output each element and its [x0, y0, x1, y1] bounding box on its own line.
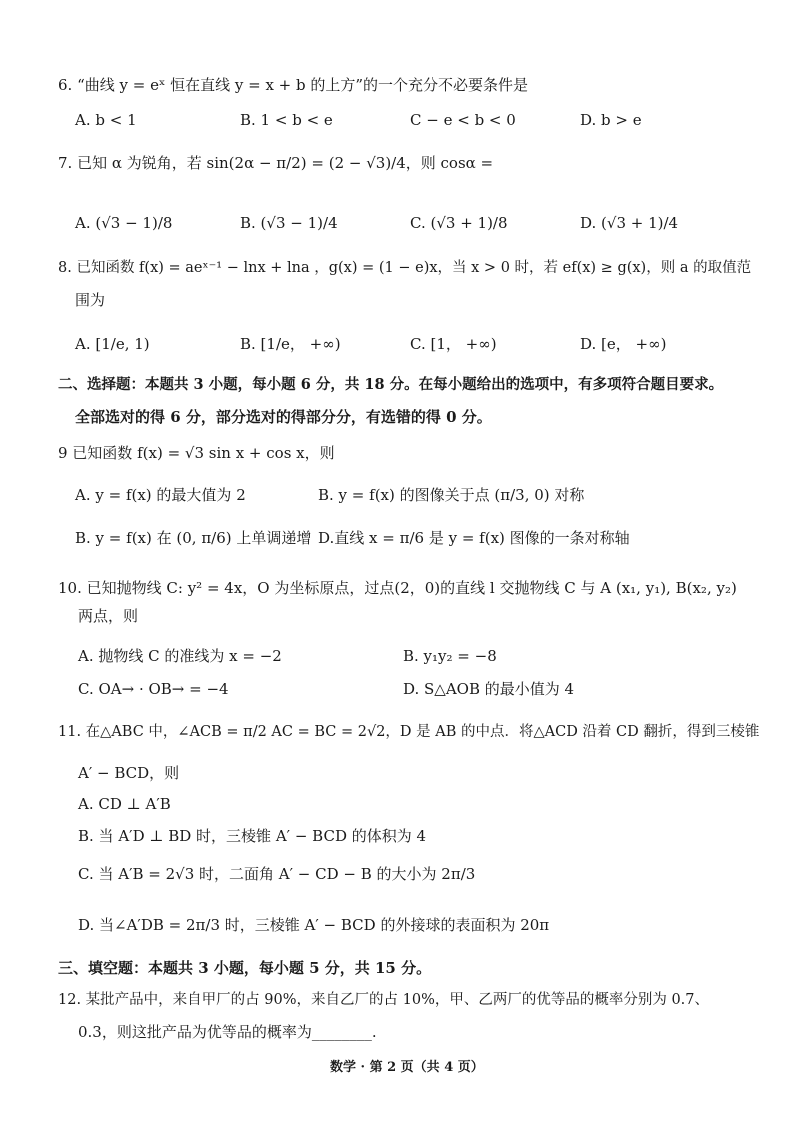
q11-option-a: A. CD ⊥ A′B	[78, 795, 171, 813]
q10-stem-line2: 两点，则	[78, 607, 139, 625]
q12-line1: 12. 某批产品中，来自甲厂的占 90%，来自乙厂的占 10%，甲、乙两厂的优等品的概率分别为 0.7、	[58, 992, 710, 1008]
q8-option-c: C. [1， +∞)	[410, 335, 497, 353]
q7-option-c: C. (√3 + 1)/8	[410, 214, 508, 232]
q11-stem-line1: 11. 在△ABC 中，∠ACB = π/2 AC = BC = 2√2，D 是 AB 的中点．将△ACD 沿着 CD 翻折，得到三棱锥	[58, 724, 760, 740]
q6-option-d: D. b > e	[580, 111, 642, 129]
section2-heading: 二、选择题：本题共 3 小题，每小题 6 分，共 18 分。在每小题给出的选项中，有多项符合题目要求。	[58, 376, 724, 393]
q11-option-c: C. 当 A′B = 2√3 时，二面角 A′ − CD − B 的大小为 2π/3	[78, 865, 476, 883]
q9-option-c: B. y = f(x) 在 (0, π/6) 上单调递增	[75, 529, 312, 547]
section3-heading: 三、填空题：本题共 3 小题，每小题 5 分，共 15 分。	[58, 959, 432, 977]
q8-stem-line1: 8. 已知函数 f(x) = aeˣ⁻¹ − lnx + lna ，g(x) = (1 − e)x，当 x > 0 时，若 ef(x) ≥ g(x)，则 a 的取值范	[58, 260, 752, 276]
q8-stem-line2: 围为	[75, 291, 106, 309]
q8-option-a: A. [1/e, 1)	[75, 335, 150, 353]
q9-option-b: B. y = f(x) 的图像关于点 (π/3, 0) 对称	[318, 486, 585, 504]
q9-option-d: D.直线 x = π/6 是 y = f(x) 图像的一条对称轴	[318, 529, 630, 547]
q10-option-d: D. S△AOB 的最小值为 4	[403, 680, 575, 698]
q9-stem: 9 已知函数 f(x) = √3 sin x + cos x，则	[58, 444, 335, 462]
q8-option-b: B. [1/e， +∞)	[240, 335, 341, 353]
page-footer: 数学 · 第 2 页（共 4 页）	[330, 1060, 484, 1075]
q7-stem: 7. 已知 α 为锐角，若 sin(2α − π/2) = (2 − √3)/4，则 cosα =	[58, 154, 494, 172]
q7-option-a: A. (√3 − 1)/8	[75, 214, 173, 232]
q7-option-b: B. (√3 − 1)/4	[240, 214, 338, 232]
q9-option-a: A. y = f(x) 的最大值为 2	[75, 486, 246, 504]
q11-stem-line2: A′ − BCD，则	[78, 764, 180, 782]
q11-option-d: D. 当∠A′DB = 2π/3 时，三棱锥 A′ − BCD 的外接球的表面积为 20π	[78, 916, 550, 934]
q10-stem-line1: 10. 已知抛物线 C: y² = 4x，O 为坐标原点，过点(2，0)的直线 l 交抛物线 C 与 A (x₁, y₁), B(x₂, y₂)	[58, 579, 737, 597]
q6-stem: 6. “曲线 y = eˣ 恒在直线 y = x + b 的上方”的一个充分不必要条件是	[58, 76, 529, 94]
q6-option-c: C − e < b < 0	[410, 111, 516, 129]
q10-option-c: C. OA→ · OB→ = −4	[78, 680, 229, 698]
q12-line2: 0.3，则这批产品为优等品的概率为________.	[78, 1023, 377, 1041]
q6-option-a: A. b < 1	[75, 111, 137, 129]
q8-option-d: D. [e， +∞)	[580, 335, 667, 353]
q7-option-d: D. (√3 + 1)/4	[580, 214, 679, 232]
section2-instructions: 全部选对的得 6 分，部分选对的得部分分，有选错的得 0 分。	[75, 408, 492, 426]
q11-option-b: B. 当 A′D ⊥ BD 时，三棱锥 A′ − BCD 的体积为 4	[78, 827, 427, 845]
q10-option-b: B. y₁y₂ = −8	[403, 647, 497, 665]
q10-option-a: A. 抛物线 C 的准线为 x = −2	[78, 647, 282, 665]
q6-option-b: B. 1 < b < e	[240, 111, 333, 129]
